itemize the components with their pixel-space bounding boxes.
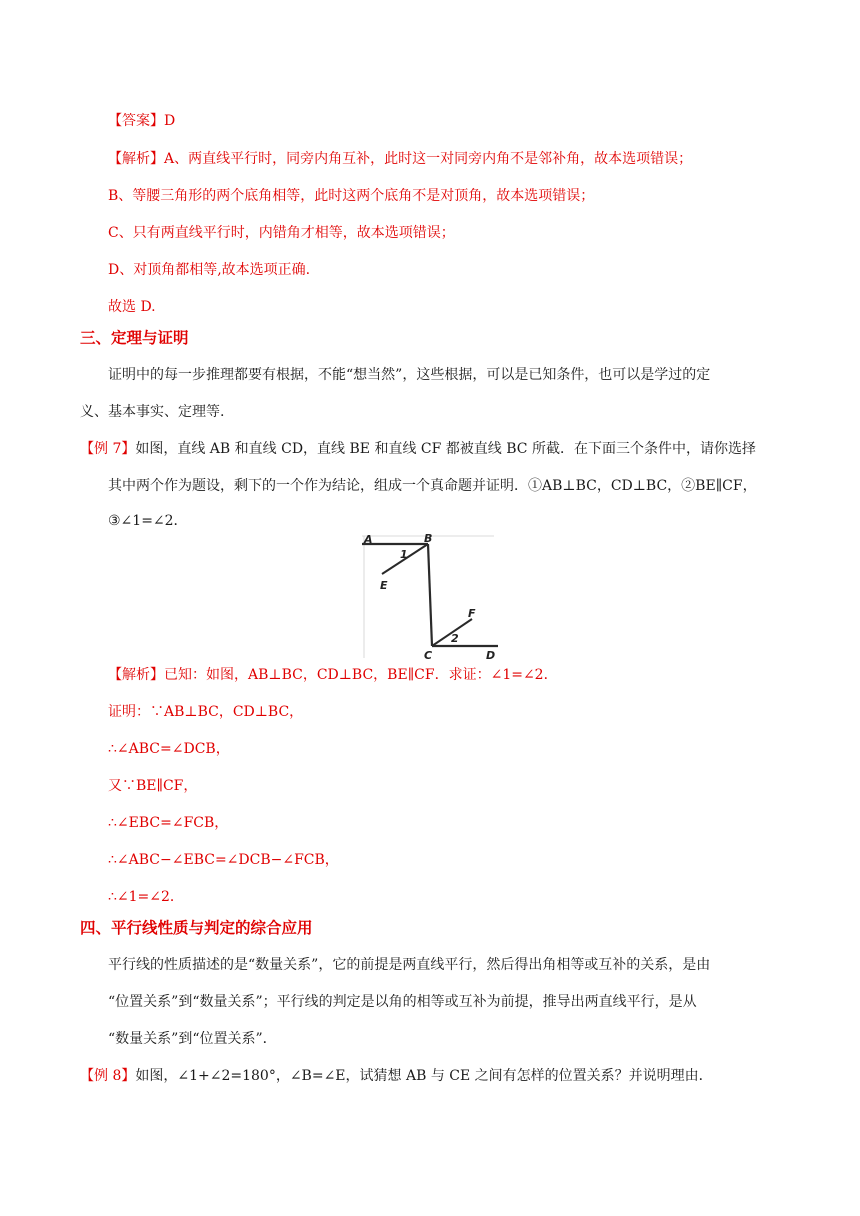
point-e-label: E: [380, 579, 388, 592]
answer-value: D: [164, 113, 176, 129]
analysis-line-conclusion: 故选 D.: [108, 299, 156, 315]
answer-line: [108, 111, 175, 131]
line-bc: [428, 544, 432, 646]
example8-label: 【例 8】: [80, 1068, 136, 1084]
angle-2-label: 2: [451, 632, 459, 645]
point-a-label: A: [364, 534, 373, 546]
angle-1-label: 1: [400, 548, 408, 561]
proof-step-4: ∴∠EBC=∠FCB，: [108, 815, 229, 831]
answer-label: 【答案】: [108, 113, 164, 129]
section-heading-theorem-proof: 三、定理与证明: [80, 329, 189, 347]
example7-line2: 其中两个作为题设，剩下的一个作为结论，组成一个真命题并证明．①AB⊥BC，CD⊥BC，②BE∥CF，: [108, 478, 757, 494]
analysis7-given-line: 【解析】已知：如图，AB⊥BC，CD⊥BC，BE∥CF．求证：∠1=∠2．: [108, 667, 558, 683]
section4-para-line3: “数量关系”到“位置关系”．: [108, 1031, 277, 1047]
example7-line1: 【例 7】如图，直线 AB 和直线 CD，直线 BE 和直线 CF 都被直线 BC 所截．在下面三个条件中，请你选择: [80, 441, 756, 457]
section3-para-line1: 证明中的每一步推理都要有根据，不能“想当然”，这些根据，可以是已知条件，也可以是学过的定: [108, 367, 711, 383]
section4-para-line2: “位置关系”到“数量关系”；平行线的判定是以角的相等或互补为前提，推导出两直线平行，是从: [108, 994, 697, 1010]
proof-step-1: 证明：∵AB⊥BC，CD⊥BC，: [108, 704, 304, 720]
analysis-label: 【解析】: [108, 151, 164, 167]
section3-para-line2: 义、基本事实、定理等.: [80, 404, 225, 420]
analysis-line-a: 【解析】A、两直线平行时，同旁内角互补，此时这一对同旁内角不是邻补角，故本选项错误；: [108, 151, 693, 167]
proof-step-2: ∴∠ABC=∠DCB，: [108, 741, 230, 757]
analysis7-label: 【解析】: [108, 667, 164, 683]
section-heading-parallel-application: 四、平行线性质与判定的综合应用: [80, 919, 313, 937]
point-d-label: D: [486, 649, 496, 660]
proof-step-6: ∴∠1=∠2．: [108, 889, 184, 905]
analysis-line-d: D、对顶角都相等,故本选项正确.: [108, 262, 311, 278]
point-b-label: B: [424, 534, 433, 545]
example8-line: 【例 8】如图，∠1+∠2=180°，∠B=∠E，试猜想 AB 与 CE 之间有怎样的位置关系？并说明理由．: [80, 1068, 713, 1084]
proof-step-5: ∴∠ABC−∠EBC=∠DCB−∠FCB，: [108, 852, 339, 868]
proof-step-3: 又∵BE∥CF，: [108, 778, 198, 794]
example7-line3: ③∠1=∠2．: [108, 513, 188, 529]
point-c-label: C: [424, 649, 433, 660]
section4-para-line1: 平行线的性质描述的是“数量关系”，它的前提是两直线平行，然后得出角相等或互补的关系，是由: [108, 957, 711, 973]
geometry-figure: [362, 534, 498, 660]
analysis-line-c: C、只有两直线平行时，内错角才相等，故本选项错误；: [108, 225, 455, 241]
analysis-line-b: B、等腰三角形的两个底角相等，此时这两个底角不是对顶角，故本选项错误；: [108, 188, 595, 204]
point-f-label: F: [468, 607, 476, 620]
example7-label: 【例 7】: [80, 441, 136, 457]
